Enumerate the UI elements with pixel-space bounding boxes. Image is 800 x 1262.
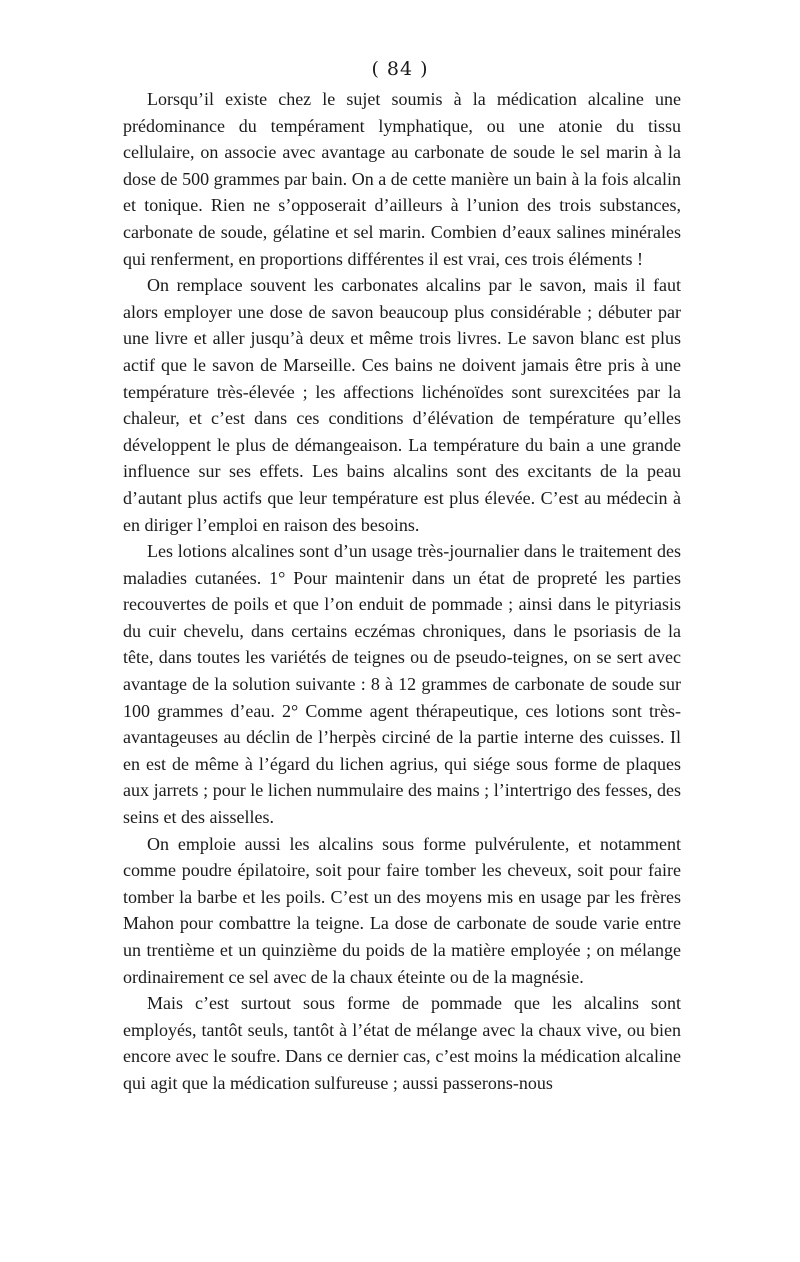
paragraph: Lorsqu’il existe chez le sujet soumis à la médication alcaline une prédominance du tempérament lymphatique, ou une atonie du tissu cellulaire, on associe avec avantage au carbonate de soude le sel marin à la dose de 500 grammes par bain. On a de cette manière un bain à la fois alcalin et tonique. Rien ne s’opposerait d’ailleurs à l’union des trois substances, carbonate de soude, gélatine et sel marin. Combien d’eaux salines minérales qui renferment, en proportions différentes il est vrai, ces trois éléments ! [123,89,681,269]
paragraph: On emploie aussi les alcalins sous forme pulvérulente, et notamment comme poudre épilatoire, soit pour faire tomber les cheveux, soit pour faire tomber la barbe et les poils. C’est un des moyens mis en usage par les frères Mahon pour combattre la teigne. La dose de carbonate de soude varie entre un trentième et un quinzième du poids de la matière employée ; on mélange ordinairement ce sel avec de la chaux éteinte ou de la magnésie. [123,833,681,987]
paragraph: Mais c’est surtout sous forme de pommade que les alcalins sont employés, tantôt seuls, tantôt à l’état de mélange avec la chaux vive, ou bien encore avec le soufre. Dans ce dernier cas, c’est moins la médication alcaline qui agit que la médication sulfureuse ; aussi passerons-nous [123,993,681,1093]
paragraph: On remplace souvent les carbonates alcalins par le savon, mais il faut alors employer une dose de savon beaucoup plus considérable ; débuter par une livre et aller jusqu’à deux et même trois livres. Le savon blanc est plus actif que le savon de Marseille. Ces bains ne doivent jamais être pris à une température très-élevée ; les affections lichénoïdes sont surexcitées par la chaleur, et c’est dans ces conditions d’élévation de température qu’elles développent le plus de démangeaison. La température du bain a une grande influence sur ses effets. Les bains alcalins sont des excitants de la peau d’autant plus actifs que leur température est plus élevée. C’est au médecin à en diriger l’emploi en raison des besoins. [123,275,681,535]
body-text [123,86,681,1097]
paragraph: Les lotions alcalines sont d’un usage très-journalier dans le traitement des maladies cutanées. 1° Pour maintenir dans un état de propreté les parties recouvertes de poils et que l’on enduit de pommade ; ainsi dans le pityriasis du cuir chevelu, dans certains eczémas chroniques, dans le psoriasis de la tête, dans toutes les variétés de teignes ou de pseudo-teignes, on se sert avec avantage de la solution suivante : 8 à 12 grammes de carbonate de soude sur 100 grammes d’eau. 2° Comme agent thérapeutique, ces lotions sont très-avantageuses au déclin de l’herpès circiné de la partie interne des cuisses. Il en est de même à l’égard du lichen agrius, qui siége sous forme de plaques aux jarrets ; pour le lichen nummulaire des mains ; l’intertrigo des fesses, des seins et des aisselles. [123,541,681,828]
page-number: ( 84 ) [371,58,429,80]
